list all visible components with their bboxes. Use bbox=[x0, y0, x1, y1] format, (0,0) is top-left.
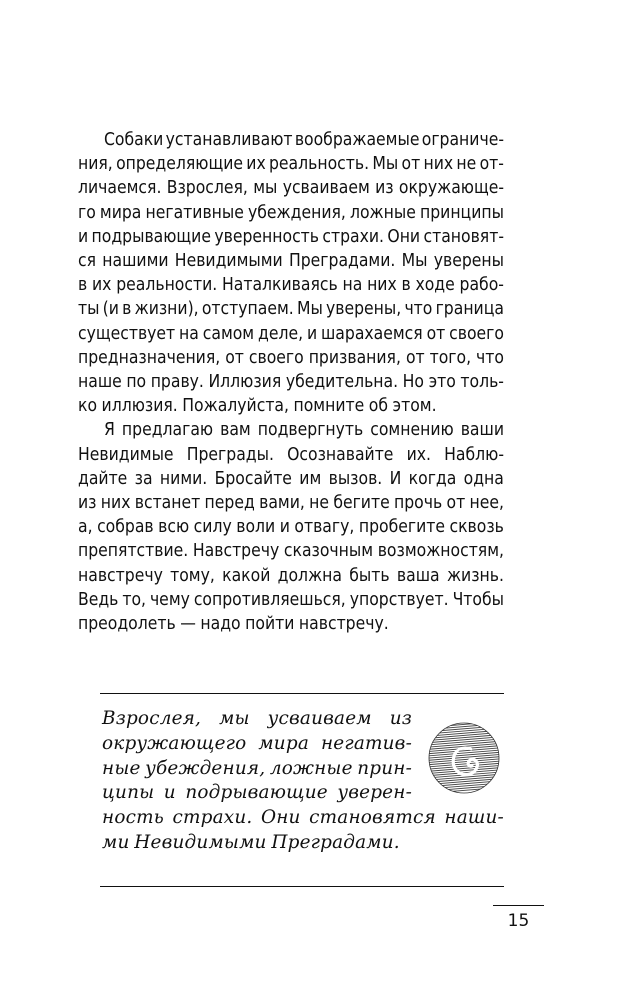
text-line: Взрослея, мы усваиваем из bbox=[102, 708, 412, 729]
text-line: ность страхи. Они становятся наши- bbox=[102, 807, 504, 829]
paragraphs bbox=[78, 128, 504, 636]
text-line: Я предлагаю вам подвергнуть сомнению ваши bbox=[104, 420, 504, 441]
text-line: в их реальности. Наталкиваясь на них в ходе рабо- bbox=[78, 275, 504, 296]
main-text bbox=[78, 128, 504, 636]
text-line: препятствие. Навстречу сказочным возможностям, bbox=[78, 541, 504, 562]
text-line: ния, определяющие их реальность. Мы от них не от- bbox=[78, 154, 504, 175]
text-line: ты (и в жизни), отступаем. Мы уверены, что граница bbox=[78, 299, 504, 320]
text-line: го мира негативные убеждения, ложные принципы bbox=[78, 202, 504, 223]
text-line: ко иллюзия. Пожалуйста, помните об этом. bbox=[78, 396, 437, 417]
text-line: Собаки устанавливают воображаемые ограниче- bbox=[104, 130, 504, 150]
text-line: навстречу тому, какой должна быть ваша жизнь. bbox=[78, 565, 504, 586]
text-line: дайте за ними. Бросайте им вызов. И когда одна bbox=[78, 468, 504, 489]
pullquote-bottom-rule bbox=[100, 886, 504, 887]
text-line: и подрывающие уверенность страхи. Они становят- bbox=[78, 226, 504, 247]
page-number: 15 bbox=[507, 911, 530, 931]
pullquote-top-rule bbox=[100, 693, 504, 694]
paragraph bbox=[78, 418, 504, 636]
text-line: окружающего мира негатив- bbox=[102, 732, 412, 754]
text-line: Невидимые Преграды. Осознавайте их. Наблю- bbox=[78, 444, 504, 465]
text-line: из них встанет перед вами, не бегите прочь от нее, bbox=[78, 493, 504, 514]
text-line: а, собрав всю силу воли и отвагу, пробегите сквозь bbox=[78, 517, 504, 538]
text-line: ми Невидимыми Преградами. bbox=[102, 831, 400, 853]
swan-circle-icon bbox=[427, 721, 501, 795]
text-line: существует на самом деле, и шарахаемся от своего bbox=[78, 323, 504, 344]
text-line: Ведь то, чему сопротивляешься, упорствует. Чтобы bbox=[78, 589, 504, 610]
text-line: ные убеждения, ложные прин- bbox=[102, 757, 412, 779]
text-line: преодолеть — надо пойти навстречу. bbox=[78, 614, 389, 635]
text-line: наше по праву. Иллюзия убедительна. Но это толь- bbox=[78, 372, 504, 393]
page-number-rule bbox=[493, 905, 544, 906]
text-line: личаемся. Взрослея, мы усваиваем из окружающе- bbox=[78, 178, 504, 199]
paragraph bbox=[78, 128, 504, 418]
text-line: ципы и подрывающие уверен- bbox=[102, 782, 412, 804]
text-line: предназначения, от своего призвания, от того, что bbox=[78, 347, 504, 368]
text-line: ся нашими Невидимыми Преградами. Мы уверены bbox=[78, 251, 504, 272]
